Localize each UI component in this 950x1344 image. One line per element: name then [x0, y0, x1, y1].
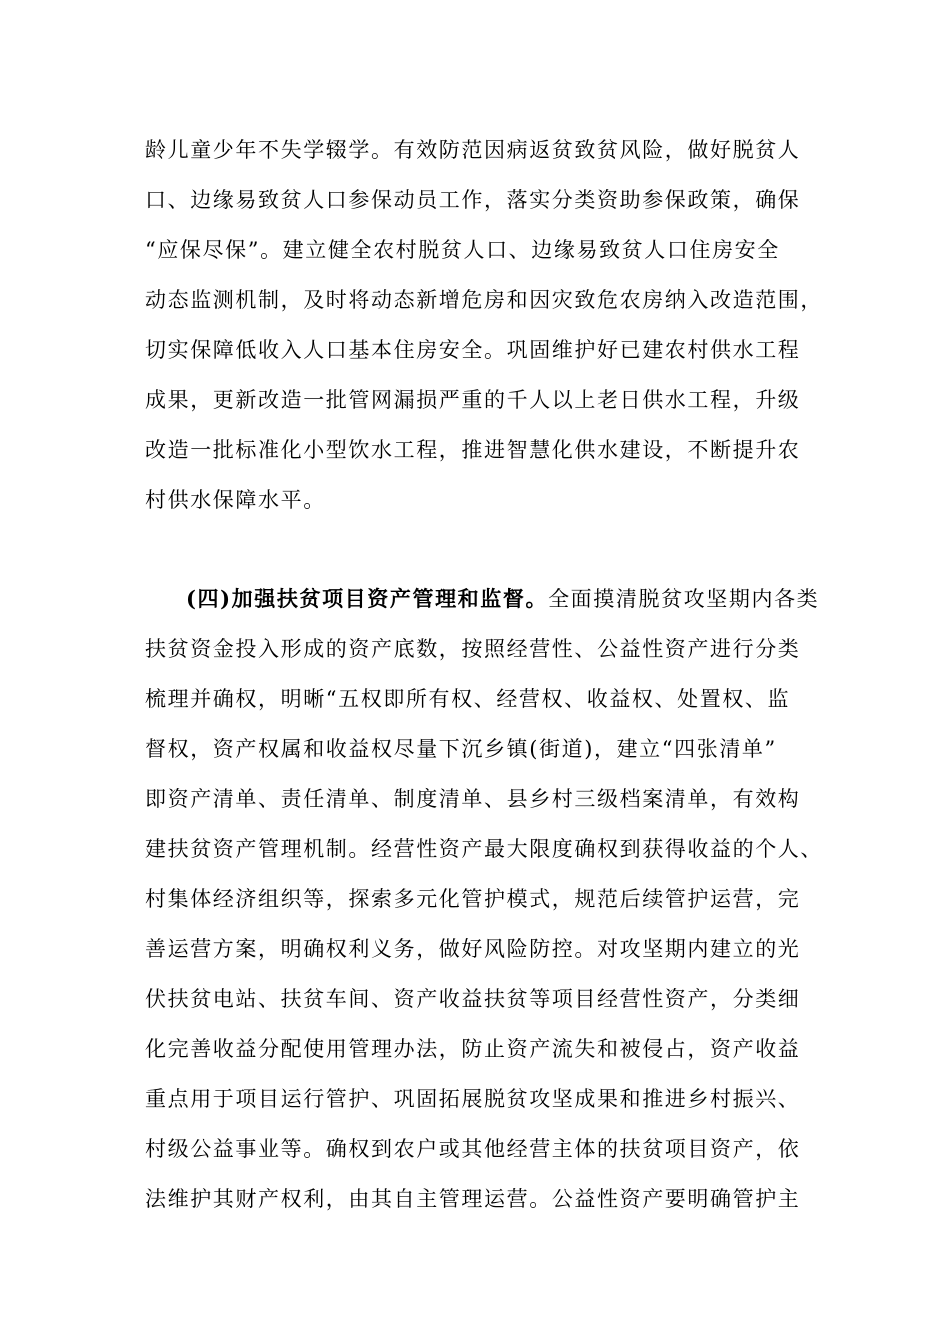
paragraph-1-line-4: 动态监测机制，及时将动态新增危房和因灾致危农房纳入改造范围， [145, 288, 823, 312]
paragraph-2-line-8: 善运营方案，明确权利义务，做好风险防控。对攻坚期内建立的光 [145, 937, 801, 961]
paragraph-2-line-12: 村级公益事业等。确权到农户或其他经营主体的扶贫项目资产，依 [145, 1137, 801, 1161]
paragraph-1-line-7: 改造一批标准化小型饮水工程，推进智慧化供水建设，不断提升农 [145, 438, 801, 462]
paragraph-2-first-line [186, 584, 819, 614]
paragraph-1-line-6: 成果，更新改造一批管网漏损严重的千人以上老日供水工程，升级 [145, 388, 801, 412]
paragraph-1-line-8: 村供水保障水平。 [145, 488, 326, 512]
paragraph-2-line-11: 重点用于项目运行管护、巩固拓展脱贫攻坚成果和推进乡村振兴、 [145, 1087, 801, 1111]
paragraph-2-line-2: 扶贫资金投入形成的资产底数，按照经营性、公益性资产进行分类 [145, 637, 801, 661]
paragraph-1-line-3: “应保尽保”。建立健全农村脱贫人口、边缘易致贫人口住房安全 [145, 238, 780, 262]
paragraph-1-line-1: 龄儿童少年不失学辍学。有效防范因病返贫致贫风险，做好脱贫人 [145, 138, 801, 162]
paragraph-2-line-13: 法维护其财产权利，由其自主管理运营。公益性资产要明确管护主 [145, 1187, 801, 1211]
paragraph-2-first-line-text: 全面摸清脱贫攻坚期内各类 [548, 587, 820, 611]
paragraph-2-line-4: 督权，资产权属和收益权尽量下沉乡镇(街道)，建立“四张清单” [145, 737, 777, 761]
paragraph-2-line-3: 梳理并确权，明晰“五权即所有权、经营权、收益权、处置权、监 [145, 687, 791, 711]
paragraph-2-line-5: 即资产清单、责任清单、制度清单、县乡村三级档案清单，有效构 [145, 787, 801, 811]
paragraph-2-line-10: 化完善收益分配使用管理办法，防止资产流失和被侵占，资产收益 [145, 1037, 801, 1061]
section-heading: (四)加强扶贫项目资产管理和监督。 [186, 586, 549, 611]
paragraph-2-line-9: 伏扶贫电站、扶贫车间、资产收益扶贫等项目经营性资产，分类细 [145, 987, 801, 1011]
paragraph-1-line-5: 切实保障低收入人口基本住房安全。巩固维护好已建农村供水工程 [145, 338, 801, 362]
paragraph-1-line-2: 口、边缘易致贫人口参保动员工作，落实分类资助参保政策，确保 [145, 188, 801, 212]
paragraph-2-line-6: 建扶贫资产管理机制。经营性资产最大限度确权到获得收益的个人、 [145, 837, 823, 861]
paragraph-2-line-7: 村集体经济组织等，探索多元化管护模式，规范后续管护运营，完 [145, 887, 801, 911]
